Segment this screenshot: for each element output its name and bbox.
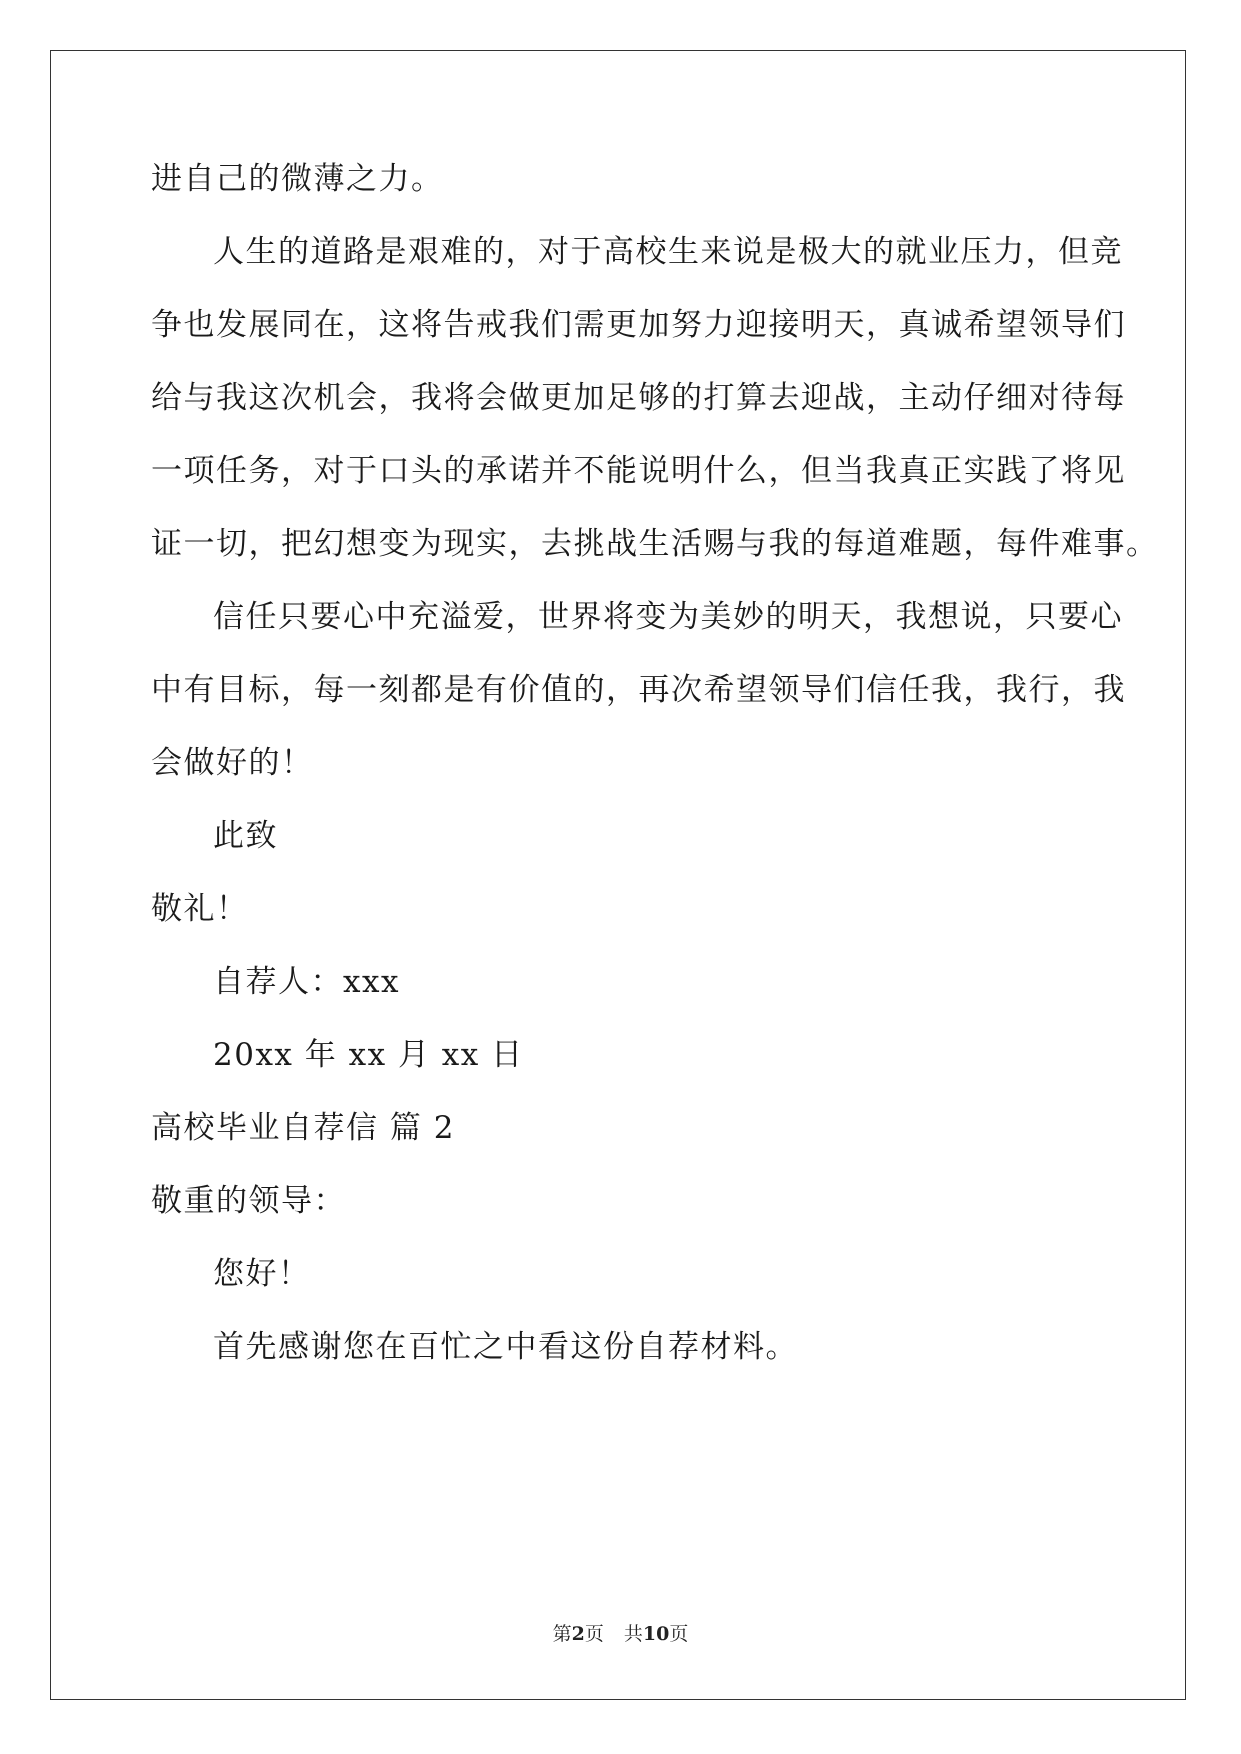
- text-line: 证一切，把幻想变为现实，去挑战生活赐与我的每道难题，每件难事。: [151, 526, 1159, 562]
- date-line: 20xx 年 xx 月 xx 日: [213, 1037, 524, 1073]
- text-line: 会做好的！: [151, 745, 314, 781]
- current-page-number: 2: [571, 1623, 585, 1645]
- closing-regards: 敬礼！: [151, 891, 249, 927]
- page-border: [50, 50, 1186, 1700]
- footer-page-suffix: 页: [584, 1623, 604, 1645]
- closing-salutation: 此致: [213, 818, 278, 854]
- text-line: 中有目标，每一刻都是有价值的，再次希望领导们信任我，我行，我: [151, 672, 1126, 708]
- total-pages-number: 10: [642, 1623, 670, 1645]
- text-line: 人生的道路是艰难的，对于高校生来说是极大的就业压力，但竞: [213, 234, 1123, 270]
- footer-total-suffix: 页: [669, 1623, 689, 1645]
- text-line: 一项任务，对于口头的承诺并不能说明什么，但当我真正实践了将见: [151, 453, 1126, 489]
- greeting-line: 敬重的领导：: [151, 1183, 346, 1219]
- text-line: 争也发展同在，这将告戒我们需更加努力迎接明天，真诚希望领导们: [151, 307, 1126, 343]
- text-line: 首先感谢您在百忙之中看这份自荐材料。: [213, 1329, 798, 1365]
- page-footer: [0, 1622, 1241, 1646]
- footer-prefix: 第: [552, 1623, 572, 1645]
- text-line: 进自己的微薄之力。: [151, 161, 444, 197]
- text-line: 给与我这次机会，我将会做更加足够的打算去迎战，主动仔细对待每: [151, 380, 1126, 416]
- section-title: 高校毕业自荐信 篇 2: [151, 1110, 455, 1146]
- text-line: 信任只要心中充溢爱，世界将变为美妙的明天，我想说，只要心: [213, 599, 1123, 635]
- signature-line: 自荐人：xxx: [213, 964, 400, 1000]
- footer-total-prefix: 共: [623, 1623, 643, 1645]
- greeting-hello: 您好！: [213, 1256, 311, 1292]
